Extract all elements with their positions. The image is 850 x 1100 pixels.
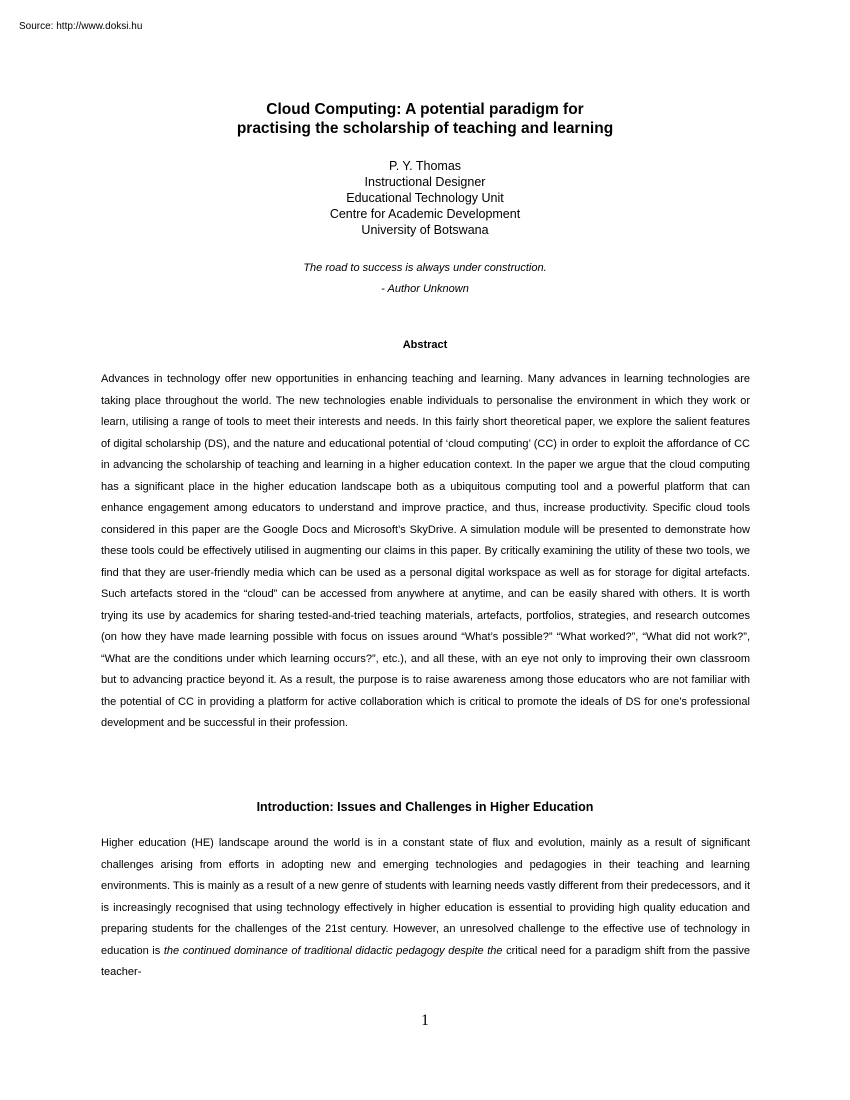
introduction-text-italic: the continued dominance of traditional didactic pedagogy despite the bbox=[163, 944, 503, 957]
page-number: 1 bbox=[421, 1012, 429, 1029]
author-name: P. Y. Thomas bbox=[388, 159, 462, 173]
epigraph-attribution: - Author Unknown bbox=[381, 283, 469, 295]
author-role: Instructional Designer bbox=[364, 175, 486, 189]
author-unit: Educational Technology Unit bbox=[346, 191, 504, 205]
author-centre: Centre for Academic Development bbox=[329, 207, 521, 221]
epigraph bbox=[0, 258, 850, 300]
author-block bbox=[0, 158, 850, 238]
introduction-text bbox=[101, 833, 750, 984]
title-line-1: Cloud Computing: A potential paradigm for bbox=[266, 101, 584, 118]
title-line-2: practising the scholarship of teaching and learning bbox=[236, 120, 614, 137]
introduction-text-before: Higher education (HE) landscape around the world is in a constant state of flux and evolution, mainly as a result of significant challenges arising from efforts in adopting new and emerging technologies and pedagogies in their teaching and learning environments. This is mainly as a result of a new genre of students with learning needs vastly different from their predecessors, and it is increasingly recognised that using technology effectively in higher education is essential to providing high quality education and preparing students for the challenges of the 21st century. However, an unresolved challenge to the effective use of technology in education is bbox=[101, 837, 750, 957]
abstract-text: Advances in technology offer new opportunities in enhancing teaching and learning. Many advances in learning technologies are taking place throughout the world. The new technologies enable individuals to personalise the environment in which they work or learn, utilising a range of tools to meet their interests and needs. In this fairly short theoretical paper, we explore the salient features of digital scholarship (DS), and the nature and educational potential of ‘cloud computing’ (CC) in order to exploit the affordance of CC in advancing the scholarship of teaching and learning in a higher education context. In the paper we argue that the cloud computing has a significant place in the higher education landscape both as a ubiquitous computing tool and a powerful platform that can enhance engagement among educators to understand and improve practice, and thus, increase productivity. Specific cloud tools considered in this paper are the Google Docs and Microsoft’s SkyDrive. A simulation module will be presented to demonstrate how these tools could be effectively utilised in augmenting our claims in this paper. By critically examining the utility of these two tools, we find that they are user-friendly media which can be used as a personal digital workspace as well as for storage for digital artefacts. Such artefacts stored in the “cloud” can be accessed from anywhere at anytime, and can be easily shared with others. It is worth trying its use by academics for sharing tested-and-tried teaching materials, artefacts, portfolios, strategies, and research outcomes (on how they have made learning possible with focus on issues around “What’s possible?” “What worked?”, “What did not work?”, “What are the conditions under which learning occurs?”, etc.), and all these, with an eye not only to improving their own classroom but to advancing practice beyond it. As a result, the purpose is to raise awareness among those educators who are not familiar with the potential of CC in providing a platform for active collaboration which is critical to promote the ideals of DS for one’s professional development and be successful in their profession. bbox=[101, 373, 750, 729]
source-label: Source: http://www.doksi.hu bbox=[19, 21, 143, 32]
epigraph-text: The road to success is always under construction. bbox=[303, 262, 547, 274]
author-university: University of Botswana bbox=[361, 223, 489, 237]
paper-title bbox=[0, 100, 850, 138]
abstract-heading: Abstract bbox=[402, 339, 448, 351]
introduction-heading: Introduction: Issues and Challenges in Higher Education bbox=[256, 800, 594, 814]
introduction-text-after: critical need for a paradigm shift from the passive teacher- bbox=[101, 944, 750, 978]
